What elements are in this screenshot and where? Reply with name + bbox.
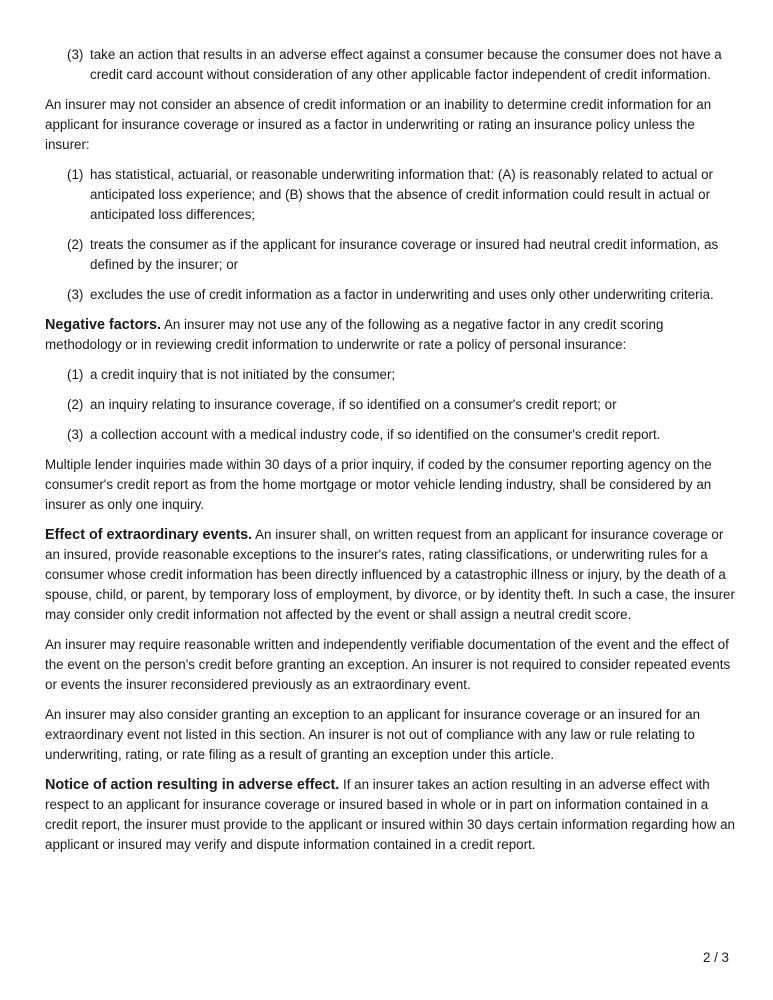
absence-list <box>45 165 735 305</box>
list-item <box>45 365 735 385</box>
list-item <box>45 425 735 445</box>
list-item <box>45 45 735 85</box>
list-item <box>45 285 735 305</box>
negative-factors-list <box>45 365 735 445</box>
extraordinary-events-paragraph <box>45 525 735 625</box>
list-item-number: (1) <box>67 367 84 382</box>
notice-adverse-heading: Notice of action resulting in adverse effect. <box>45 777 340 793</box>
extraordinary-events-text: An insurer shall, on written request from an applicant for insurance coverage or an insured, provide reasonable exceptions to the insurer's rates, rating classifications, or underwriting rules for a consumer whose credit information has been directly influenced by a catastrophic illness or injury, by the death of a spouse, child, or parent, by temporary loss of employment, by divorce, or by identity theft. In such a case, the insurer may consider only credit information not affected by the event or shall assign a neutral credit score. <box>45 527 735 622</box>
list-item-text: an inquiry relating to insurance coverage, if so identified on a consumer's credit report; or <box>90 397 617 412</box>
multiple-inquiries-paragraph: Multiple lender inquiries made within 30 days of a prior inquiry, if coded by the consumer reporting agency on the consumer's credit report as from the home mortgage or motor vehicle lending industry, shall be considered by an insurer as only one inquiry. <box>45 457 712 512</box>
negative-factors-heading: Negative factors. <box>45 317 161 333</box>
notice-adverse-text: If an insurer takes an action resulting in an adverse effect with respect to an applicant for insurance coverage or insured based in whole or in part on information contained in a credit report, the insurer must provide to the applicant or insured within 30 days certain information regarding how an applicant or insured may verify and dispute information contained in a credit report. <box>45 777 735 852</box>
list-item-number: (3) <box>67 287 84 302</box>
list-item-number: (1) <box>67 167 84 182</box>
list-item <box>45 165 735 225</box>
list-item-text: excludes the use of credit information as a factor in underwriting and uses only other underwriting criteria. <box>90 287 714 302</box>
list-item-number: (2) <box>67 237 84 252</box>
list-item <box>45 235 735 275</box>
negative-factors-paragraph <box>45 315 735 355</box>
notice-adverse-paragraph <box>45 775 735 855</box>
list-item-text: take an action that results in an adverse effect against a consumer because the consumer does not have a credit card account without consideration of any other applicable factor independent of credit information. <box>90 47 722 82</box>
list-item <box>45 395 735 415</box>
list-item-text: a credit inquiry that is not initiated by the consumer; <box>90 367 396 382</box>
list-item-text: a collection account with a medical industry code, if so identified on the consumer's credit report. <box>90 427 661 442</box>
intro-list <box>45 45 735 85</box>
negative-factors-text: An insurer may not use any of the following as a negative factor in any credit scoring methodology or in reviewing credit information to underwrite or rate a policy of personal insurance: <box>45 317 664 352</box>
exception-paragraph: An insurer may also consider granting an exception to an applicant for insurance coverage or an insured for an extraordinary event not listed in this section. An insurer is not out of compliance with any law or rule relating to underwriting, rating, or rate filing as a result of granting an exception under this article. <box>45 707 701 762</box>
document-page <box>45 45 735 865</box>
list-item-number: (2) <box>67 397 84 412</box>
list-item-number: (3) <box>67 47 84 62</box>
page-number: 2 / 3 <box>702 950 729 965</box>
list-item-text: treats the consumer as if the applicant for insurance coverage or insured had neutral credit information, as defined by the insurer; or <box>90 237 719 272</box>
documentation-paragraph: An insurer may require reasonable written and independently verifiable documentation of the event and the effect of the event on the person's credit before granting an exception. An insurer is not required to consider repeated events or events the insurer reconsidered previously as an extraordinary event. <box>45 637 731 692</box>
list-item-number: (3) <box>67 427 84 442</box>
absence-paragraph: An insurer may not consider an absence of credit information or an inability to determine credit information for an applicant for insurance coverage or insured as a factor in underwriting or rating an insurance policy unless the insurer: <box>45 97 712 152</box>
list-item-text: has statistical, actuarial, or reasonable underwriting information that: (A) is reasonably related to actual or anticipated loss experience; and (B) shows that the absence of credit information could result in actual or anticipated loss differences; <box>90 167 713 222</box>
extraordinary-events-heading: Effect of extraordinary events. <box>45 527 253 543</box>
